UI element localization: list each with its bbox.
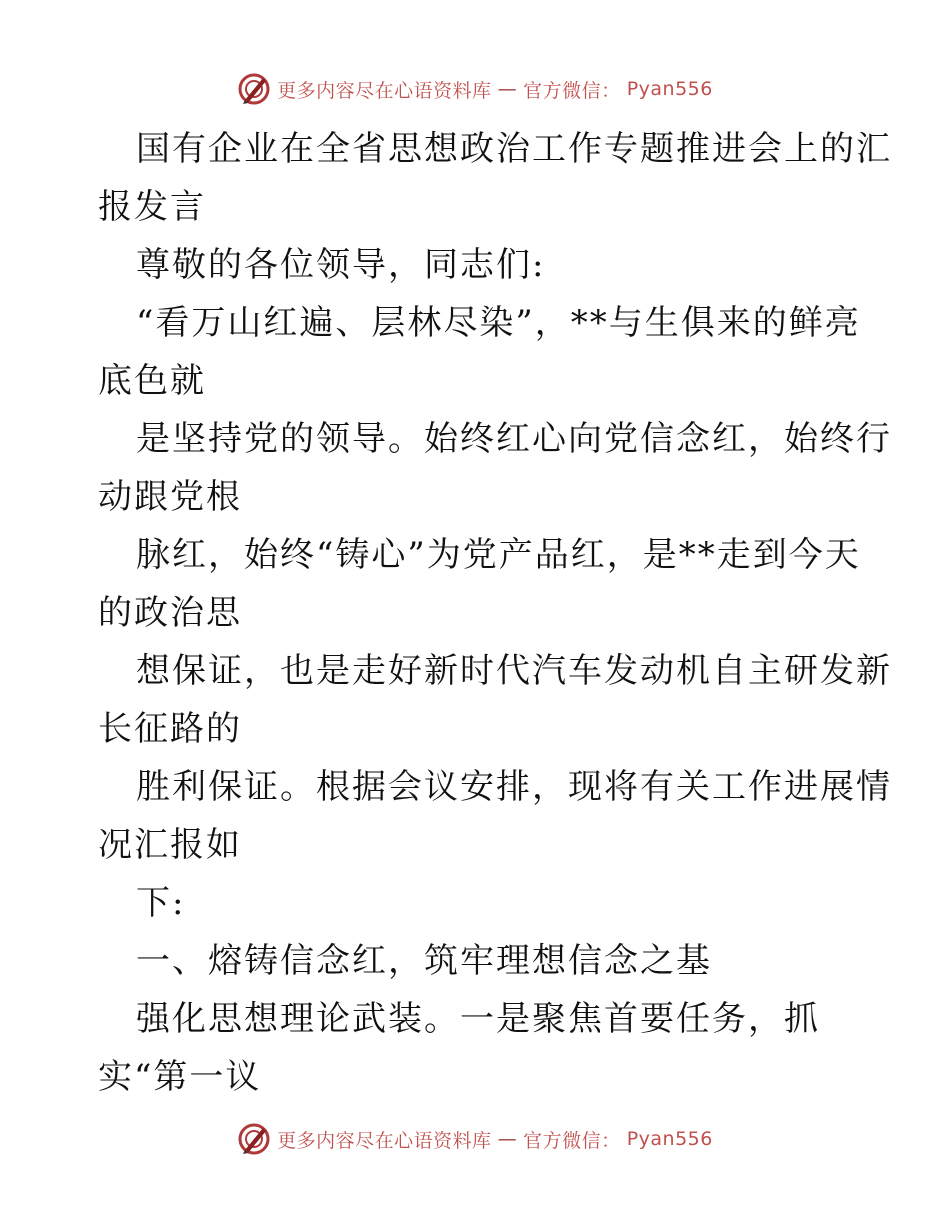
text-line: 胜利保证。根据会议安排，现将有关工作进展情: [136, 767, 892, 807]
header-watermark: [0, 72, 950, 106]
text-line: “看万山红遍、层林尽染”，**与生俱来的鲜亮: [136, 303, 861, 343]
text-line: 想保证，也是走好新时代汽车发动机自主研发新: [136, 651, 892, 691]
text-line: 一、熔铸信念红，筑牢理想信念之基: [136, 941, 712, 981]
watermark-wechat-label: 官方微信：: [523, 79, 621, 102]
watermark-handle: Pyan556: [626, 1128, 713, 1150]
watermark-separator: —: [497, 78, 518, 100]
text-line: 是坚持党的领导。始终红心向党信念红，始终行: [136, 419, 892, 459]
text-line: 的政治思: [98, 593, 242, 633]
watermark-text: 更多内容尽在心语资料库: [277, 79, 492, 102]
text-line: 实“第一议: [98, 1057, 262, 1097]
pen-logo-icon: [237, 1122, 271, 1156]
text-line: 况汇报如: [98, 825, 242, 865]
pen-logo-icon: [237, 72, 271, 106]
footer-watermark: [0, 1122, 950, 1156]
watermark-separator: —: [497, 1128, 518, 1150]
text-line: 长征路的: [98, 709, 242, 749]
text-line: 动跟党根: [98, 477, 242, 517]
text-line: 报发言: [98, 187, 206, 227]
watermark-text: 更多内容尽在心语资料库: [277, 1129, 492, 1152]
text-line: 下:: [136, 883, 186, 923]
watermark-wechat-label: 官方微信：: [523, 1129, 621, 1152]
text-line: 强化思想理论武装。一是聚焦首要任务，抓: [136, 999, 820, 1039]
text-line: 脉红，始终“铸心”为党产品红，是**走到今天: [136, 535, 861, 575]
text-line: 底色就: [98, 361, 206, 401]
text-line: 尊敬的各位领导，同志们:: [136, 245, 546, 285]
watermark-handle: Pyan556: [626, 78, 713, 100]
document-body: [98, 120, 892, 1106]
text-line: 国有企业在全省思想政治工作专题推进会上的汇: [136, 129, 892, 169]
